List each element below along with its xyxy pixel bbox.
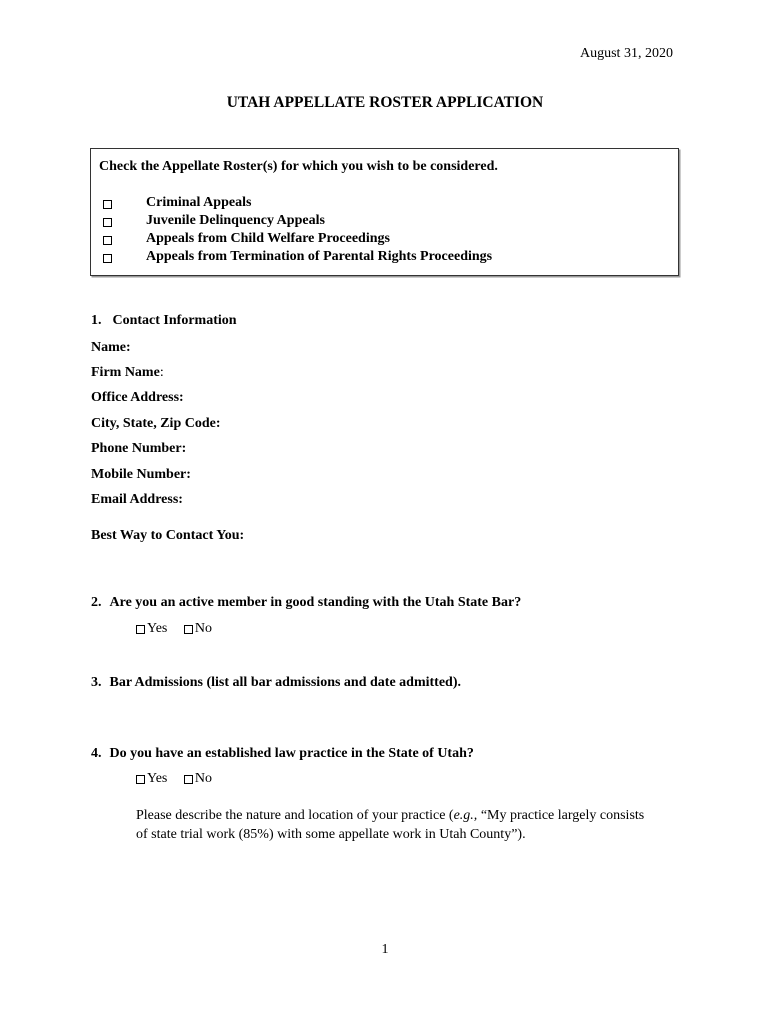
yes-option[interactable] — [136, 621, 167, 637]
section-number: 3. — [91, 675, 102, 690]
checkbox-icon[interactable] — [103, 218, 112, 227]
section-number: 1. — [91, 313, 102, 328]
name-field-label: Name: — [91, 340, 131, 355]
page-title: UTAH APPELLATE ROSTER APPLICATION — [226, 94, 544, 111]
page-number: 1 — [381, 942, 389, 957]
section-2-question — [91, 595, 521, 611]
section-4-options — [136, 771, 225, 789]
checkbox-icon[interactable] — [184, 775, 193, 784]
checkbox-icon[interactable] — [103, 254, 112, 263]
no-label: No — [194, 771, 212, 786]
section-1-heading — [91, 313, 237, 329]
roster-option-label: Appeals from Child Welfare Proceedings — [146, 231, 390, 246]
roster-option-label: Criminal Appeals — [146, 195, 252, 210]
checkbox-icon[interactable] — [103, 236, 112, 245]
email-address-field-label: Email Address: — [91, 492, 183, 507]
phone-number-field-label: Phone Number: — [91, 441, 187, 456]
firm-name-colon: : — [159, 365, 164, 380]
section-3-question — [91, 675, 461, 691]
document-date: August 31, 2020 — [580, 46, 673, 61]
section-title: Contact Information — [112, 313, 237, 328]
section-number: 2. — [91, 595, 102, 610]
prompt-eg: e.g., — [453, 808, 478, 823]
office-address-field-label: Office Address: — [91, 390, 184, 405]
question-text: Do you have an established law practice in the State of Utah? — [109, 746, 474, 761]
no-option[interactable] — [184, 621, 212, 637]
mobile-number-field-label: Mobile Number: — [91, 467, 191, 482]
firm-name-label-text: Firm Name — [91, 365, 160, 380]
practice-description-prompt — [136, 806, 656, 844]
firm-name-field-label — [91, 365, 164, 381]
no-option[interactable] — [184, 771, 212, 787]
roster-selection-box — [90, 148, 679, 276]
checkbox-icon[interactable] — [136, 775, 145, 784]
checkbox-icon[interactable] — [184, 625, 193, 634]
yes-label: Yes — [147, 771, 168, 786]
best-contact-field-label: Best Way to Contact You: — [91, 528, 245, 543]
question-text: Are you an active member in good standing with the Utah State Bar? — [109, 595, 522, 610]
checkbox-icon[interactable] — [136, 625, 145, 634]
section-number: 4. — [91, 746, 102, 761]
roster-option-label: Juvenile Delinquency Appeals — [146, 213, 325, 228]
yes-label: Yes — [147, 621, 168, 636]
section-2-options — [136, 621, 225, 639]
checkbox-icon[interactable] — [103, 200, 112, 209]
yes-option[interactable] — [136, 771, 167, 787]
prompt-text-end: “My practice largely consists of state trial work (85%) with some appellate work in Utah County”). — [136, 808, 645, 842]
city-state-zip-field-label: City, State, Zip Code: — [91, 416, 221, 431]
roster-instruction: Check the Appellate Roster(s) for which you wish to be considered. — [99, 159, 498, 174]
prompt-text-start: Please describe the nature and location of your practice ( — [136, 808, 454, 823]
question-text: Bar Admissions (list all bar admissions and date admitted). — [109, 675, 461, 690]
no-label: No — [194, 621, 212, 636]
roster-option-label: Appeals from Termination of Parental Rights Proceedings — [146, 249, 493, 264]
section-4-question — [91, 746, 474, 762]
